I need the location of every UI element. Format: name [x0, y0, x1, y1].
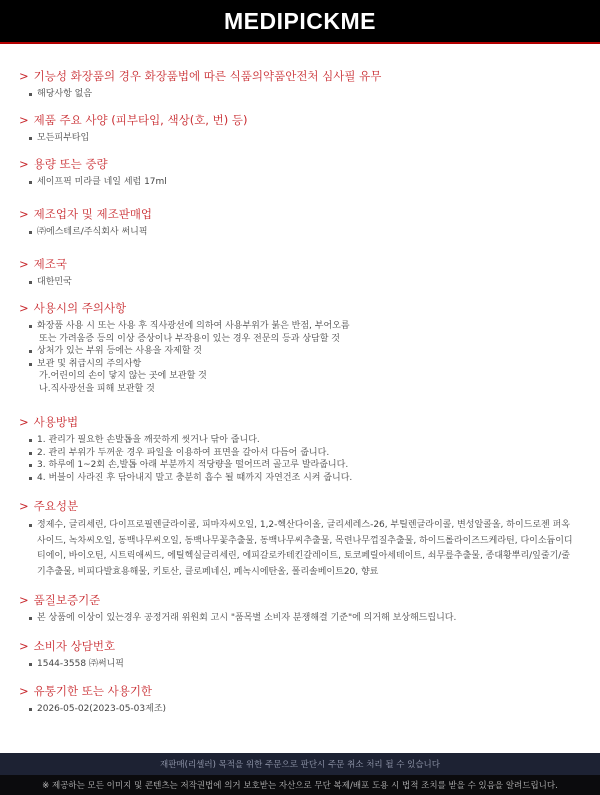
page-header	[0, 0, 600, 44]
chevron-right-icon: >	[19, 593, 29, 607]
list-item: 1. 관리가 필요한 손발톱을 깨끗하게 씻거나 닦아 줍니다.	[29, 434, 589, 447]
section-manufacturer	[19, 206, 589, 239]
chevron-right-icon: >	[19, 257, 29, 271]
section-ingredients	[19, 498, 589, 580]
section-title: 유통기한 또는 사용기한	[33, 684, 153, 698]
section-usage	[19, 414, 589, 484]
section-title: 소비자 상담번호	[33, 639, 116, 653]
list-item: 3. 하루에 1~2회 손,발톱 아래 부분까지 적당량을 떨어뜨려 골고루 발라줍니다.	[29, 459, 589, 472]
section-title: 용량 또는 중량	[33, 157, 108, 171]
list-item: 보관 및 취급시의 주의사항 가.어린이의 손이 닿지 않는 곳에 보관할 것 나.직사광선을 피해 보관할 것	[29, 358, 589, 396]
brand-logo: MEDIPICKME	[224, 7, 376, 34]
section-title: 주요성분	[33, 499, 79, 513]
section-functional-review	[19, 68, 589, 101]
list-item: 2026-05-02(2023-05-03제조)	[29, 703, 589, 716]
chevron-right-icon: >	[19, 207, 29, 221]
list-item: 4. 버블이 사라진 후 닦아내지 말고 충분히 흡수 될 때까지 자연건조 시켜 줍니다.	[29, 472, 589, 485]
chevron-right-icon: >	[19, 415, 29, 429]
section-title: 제품 주요 사양 (피부타입, 색상(호, 번) 등)	[33, 113, 248, 127]
chevron-right-icon: >	[19, 639, 29, 653]
section-cautions	[19, 300, 589, 395]
section-customer-service	[19, 638, 589, 671]
list-item: 정제수, 글리세린, 다이프로필렌글라이콜, 피마자씨오일, 1,2-헥산다이올, 글리세레스-26, 부틸렌글라이콜, 변성알콜올, 하이드로젠 퍼옥사이드, 녹차씨오일, 동백나무씨오일, 동백나무꽃추출물, 동백나무씨추출물, 목련나무껍질추출물, 하이드롤라이즈드케라틴, 다이소듐이디티에이, 바이오틴, 시트릭애씨드, 에틸헥실글리세린, 에피갈로카테킨갈레이트, 토코페릴아세테이트, 쇠무릎추출물, 종대황뿌리/잎줄기/줄기추출물, 비피다발효용해물, 키토산, 클로페네신, 페녹시에탄올, 폴리솔베이트20, 향료	[29, 518, 574, 580]
list-item: 2. 관리 부위가 두꺼운 경우 파일을 이용하여 표면을 갈아서 다듬어 줍니다.	[29, 447, 589, 460]
resale-notice: 재판매(리셀러) 목적을 위한 주문으로 판단시 주문 취소 처리 될 수 있습니다	[0, 753, 600, 775]
chevron-right-icon: >	[19, 157, 29, 171]
chevron-right-icon: >	[19, 684, 29, 698]
list-item: 상처가 있는 부위 등에는 사용을 자제할 것	[29, 345, 589, 358]
chevron-right-icon: >	[19, 69, 29, 83]
copyright-notice: ※ 제공하는 모든 이미지 및 콘텐츠는 저작권법에 의거 보호받는 자산으로 무단 복제/배포 도용 시 법적 조치를 받을 수 있음을 알려드립니다.	[0, 775, 600, 795]
list-item: 본 상품에 이상이 있는경우 공정거래 위원회 고시 "품목별 소비자 분쟁해결 기준"에 의거해 보상해드립니다.	[29, 612, 589, 625]
section-title: 사용시의 주의사항	[33, 301, 127, 315]
chevron-right-icon: >	[19, 499, 29, 513]
section-product-spec	[19, 112, 589, 145]
list-item: 세이프픽 미라클 네일 세럼 17ml	[29, 176, 589, 189]
section-title: 사용방법	[33, 415, 79, 429]
list-item: 화장품 사용 시 또는 사용 후 직사광선에 의하여 사용부위가 붉은 반점, 부어오름 또는 가려움증 등의 이상 증상이나 부작용이 있는 경우 전문의 등과 상담할 것	[29, 320, 589, 345]
section-title: 기능성 화장품의 경우 화장품법에 따른 식품의약품안전처 심사필 유무	[33, 69, 382, 83]
list-item: 모든피부타입	[29, 132, 589, 145]
list-item: 대한민국	[29, 276, 589, 289]
section-title: 제조국	[33, 257, 67, 271]
section-title: 품질보증기준	[33, 593, 101, 607]
section-expiry	[19, 683, 589, 716]
section-quality-assurance	[19, 592, 589, 625]
section-title: 제조업자 및 제조판매업	[33, 207, 153, 221]
list-item: 1544-3558 ㈜써니픽	[29, 658, 589, 671]
chevron-right-icon: >	[19, 301, 29, 315]
list-item: 해당사항 없음	[29, 88, 589, 101]
chevron-right-icon: >	[19, 113, 29, 127]
section-volume	[19, 156, 589, 189]
list-item: ㈜에스테르/주식회사 써니픽	[29, 226, 589, 239]
section-country	[19, 256, 589, 289]
